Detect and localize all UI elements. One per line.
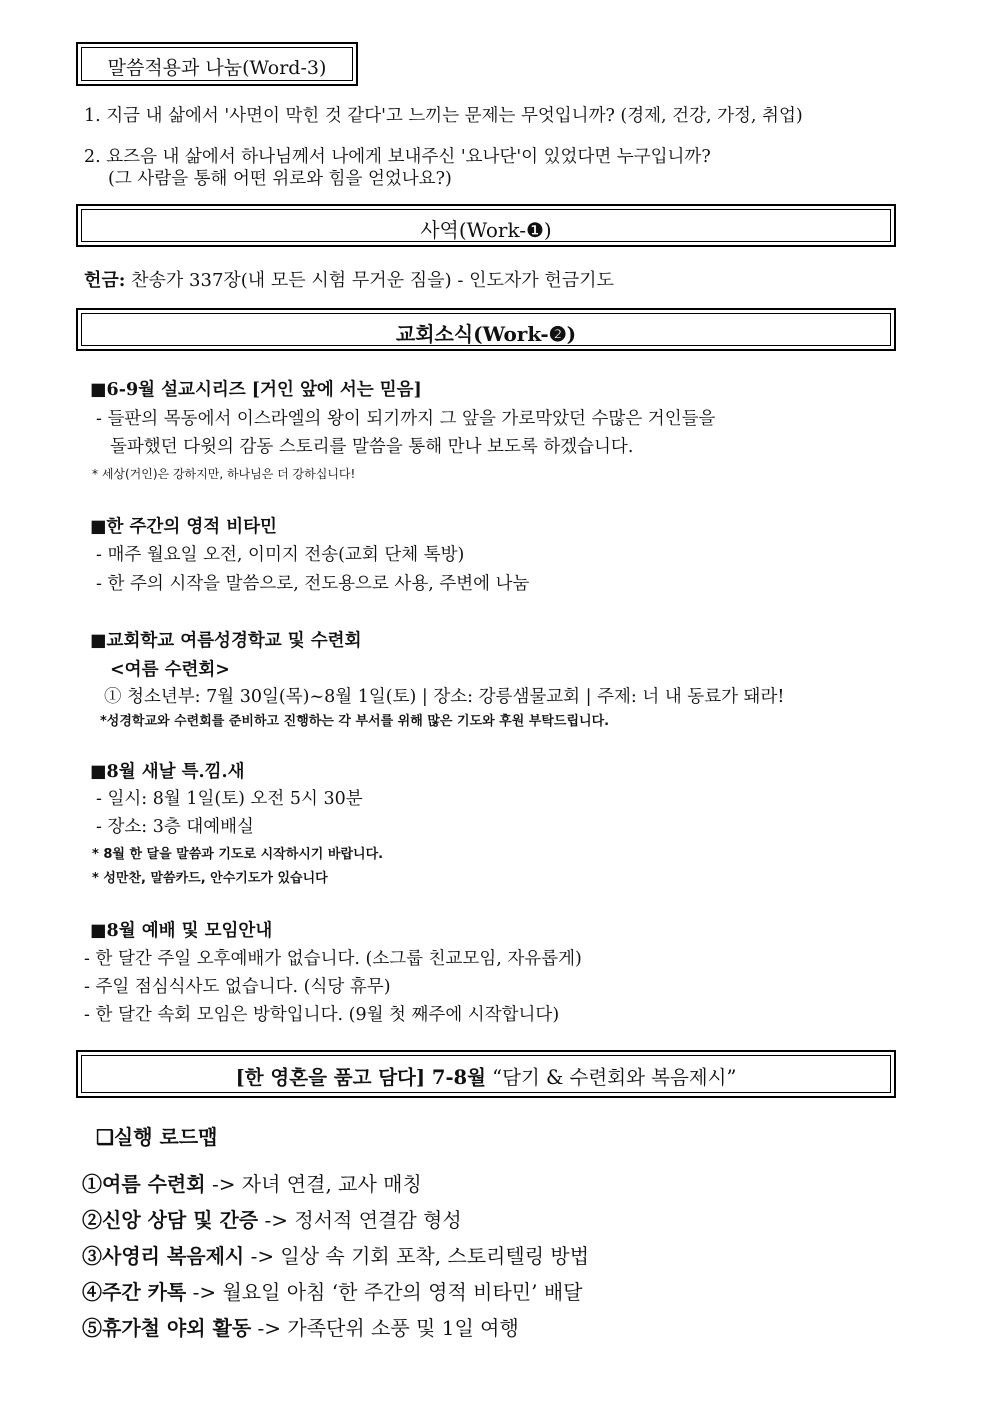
word-section-title: 말씀적용과 나눔(Word-3) <box>107 57 327 79</box>
roadmap-label: ❑실행 로드맵 <box>96 1125 218 1149</box>
soul-title-bold: [한 영혼을 품고 담다] 7-8월 <box>235 1066 486 1089</box>
roadmap-item-desc: -> 자녀 연결, 교사 매칭 <box>211 1172 422 1196</box>
work1-title-box <box>76 204 896 247</box>
sermon-note: * 세상(거인)은 강하지만, 하나님은 더 강하십니다! <box>92 467 356 481</box>
roadmap-item <box>82 1204 462 1233</box>
august-line3: - 한 달간 속회 모임은 방학입니다. (9월 첫 째주에 시작합니다) <box>84 1005 560 1025</box>
august-line1: - 한 달간 주일 오후예배가 없습니다. (소그룹 친교모임, 자유롭게) <box>84 949 582 969</box>
vitamin-line2: - 한 주의 시작을 말씀으로, 전도용으로 사용, 주변에 나눔 <box>96 574 530 594</box>
offering-line <box>84 266 614 292</box>
question-2-line1: 2. 요즈음 내 삶에서 하나님께서 나에게 보내주신 '요나단'이 있었다면 누구입니까? <box>84 147 711 167</box>
question-2-line2: (그 사람을 통해 어떤 위로와 힘을 얻었나요?) <box>108 169 452 189</box>
roadmap-item-title: ①여름 수련회 <box>82 1172 206 1196</box>
offering-text: 찬송가 337장(내 모든 시험 무거운 짐을) - 인도자가 헌금기도 <box>131 270 614 291</box>
work1-title: 사역(Work-❶) <box>420 218 552 242</box>
roadmap-item-desc: -> 가족단위 소풍 및 1일 여행 <box>257 1316 519 1340</box>
roadmap-item-desc: -> 월요일 아침 ‘한 주간의 영적 비타민’ 배달 <box>192 1280 583 1304</box>
question-1: 1. 지금 내 삶에서 '사면이 막힌 것 같다'고 느끼는 문제는 무엇입니까? (경제, 건강, 가정, 취업) <box>84 106 803 126</box>
school-heading: ■교회학교 여름성경학교 및 수련회 <box>90 631 362 651</box>
roadmap-item-title: ④주간 카톡 <box>82 1280 187 1304</box>
roadmap-item <box>82 1312 519 1341</box>
dawn-note2: * 성만찬, 말씀카드, 안수기도가 있습니다 <box>92 871 328 886</box>
sermon-heading: ■6-9월 설교시리즈 [거인 앞에 서는 믿음] <box>90 380 422 400</box>
word-section-title-box <box>76 42 358 86</box>
sermon-line2: 돌파했던 다윗의 감동 스토리를 말씀을 통해 만나 보도록 하겠습니다. <box>110 437 634 457</box>
offering-label: 헌금: <box>84 270 126 291</box>
soul-title <box>78 1062 894 1090</box>
school-sub: <여름 수련회> <box>110 660 230 680</box>
dawn-line2: - 장소: 3층 대예배실 <box>96 817 254 837</box>
dawn-note1: * 8월 한 달을 말씀과 기도로 시작하시기 바랍니다. <box>92 847 384 862</box>
vitamin-line1: - 매주 월요일 오전, 이미지 전송(교회 단체 톡방) <box>96 545 465 565</box>
august-line2: - 주일 점심식사도 없습니다. (식당 휴무) <box>84 977 391 997</box>
roadmap-item <box>82 1240 589 1269</box>
school-line1: ① 청소년부: 7월 30일(목)~8월 1일(토) | 장소: 강릉샘물교회 | 주제: 너 내 동료가 돼라! <box>104 687 785 707</box>
dawn-line1: - 일시: 8월 1일(토) 오전 5시 30분 <box>96 789 363 809</box>
soul-title-rest: “담기 & 수련회와 복음제시” <box>492 1066 737 1089</box>
vitamin-heading: ■한 주간의 영적 비타민 <box>90 517 277 537</box>
soul-title-box <box>76 1050 896 1098</box>
roadmap-item <box>82 1168 422 1197</box>
work2-title-box <box>76 308 896 351</box>
dawn-heading: ■8월 새날 특.낌.새 <box>90 762 245 782</box>
roadmap-item-title: ⑤휴가철 야외 활동 <box>82 1316 252 1340</box>
roadmap-item-title: ②신앙 상담 및 간증 <box>82 1208 259 1232</box>
roadmap-item <box>82 1276 582 1305</box>
roadmap-item-desc: -> 일상 속 기회 포착, 스토리텔링 방법 <box>250 1244 590 1268</box>
roadmap-item-desc: -> 정서적 연결감 형성 <box>264 1208 462 1232</box>
sermon-line1: - 들판의 목동에서 이스라엘의 왕이 되기까지 그 앞을 가로막았던 수많은 거인들을 <box>96 409 716 429</box>
august-heading: ■8월 예배 및 모임안내 <box>90 921 273 941</box>
school-note: *성경학교와 수련회를 준비하고 진행하는 각 부서를 위해 많은 기도와 후원 부탁드립니다. <box>100 714 610 729</box>
roadmap-item-title: ③사영리 복음제시 <box>82 1244 245 1268</box>
work2-title: 교회소식(Work-❷) <box>395 322 577 346</box>
